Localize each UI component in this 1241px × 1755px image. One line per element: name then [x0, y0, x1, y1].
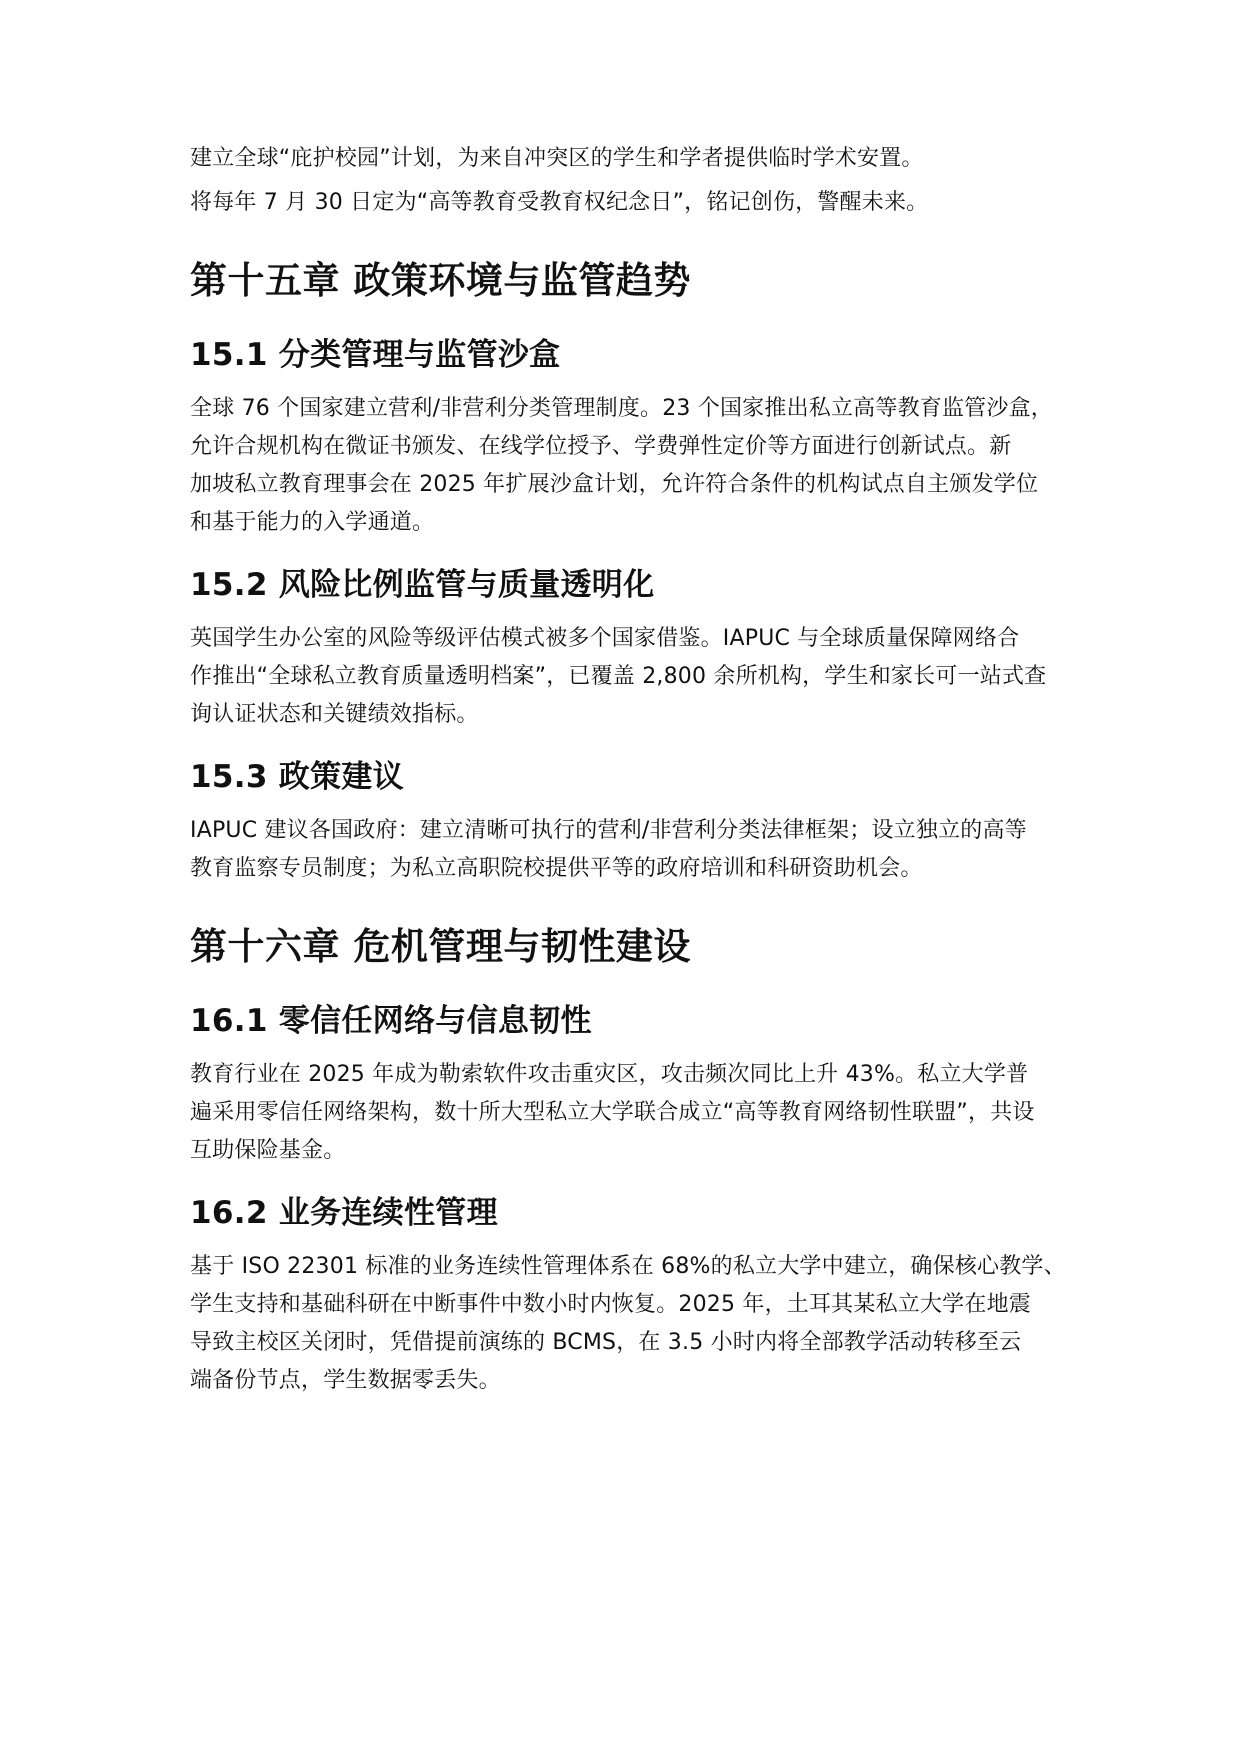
section-16-2-title: 16.2 业务连续性管理 — [190, 1195, 498, 1231]
document-page — [190, 140, 1070, 1400]
section-15-3-body — [190, 812, 1070, 888]
body-line: 端备份节点，学生数据零丢失。 — [190, 1368, 501, 1393]
body-line: 基于 ISO 22301 标准的业务连续性管理体系在 68%的私立大学中建立，确保核心教学、 — [190, 1254, 1066, 1279]
body-line: 加坡私立教育理事会在 2025 年扩展沙盒计划，允许符合条件的机构试点自主颁发学位 — [190, 472, 1039, 497]
section-15-2-title: 15.2 风险比例监管与质量透明化 — [190, 567, 655, 603]
body-line: 遍采用零信任网络架构，数十所大型私立大学联合成立“高等教育网络韧性联盟”，共设 — [190, 1100, 1035, 1125]
section-15-1-body — [190, 390, 1070, 542]
intro-paragraph-1: 建立全球“庇护校园”计划，为来自冲突区的学生和学者提供临时学术安置。 — [190, 146, 924, 171]
body-line: 和基于能力的入学通道。 — [190, 510, 435, 535]
section-16-1-title: 16.1 零信任网络与信息韧性 — [190, 1003, 592, 1039]
body-line: IAPUC 建议各国政府：建立清晰可执行的营利/非营利分类法律框架；设立独立的高等 — [190, 818, 1027, 843]
intro-paragraph-2: 将每年 7 月 30 日定为“高等教育受教育权纪念日”，铭记创伤，警醒未来。 — [190, 190, 929, 215]
body-line: 教育行业在 2025 年成为勒索软件攻击重灾区，攻击频次同比上升 43%。私立大学普 — [190, 1062, 1029, 1087]
body-line: 导致主校区关闭时，凭借提前演练的 BCMS，在 3.5 小时内将全部教学活动转移至云 — [190, 1330, 1022, 1355]
body-line: 学生支持和基础科研在中断事件中数小时内恢复。2025 年，土耳其某私立大学在地震 — [190, 1292, 1031, 1317]
body-line: 全球 76 个国家建立营利/非营利分类管理制度。23 个国家推出私立高等教育监管沙盒， — [190, 396, 1053, 421]
body-line: 询认证状态和关键绩效指标。 — [190, 702, 479, 727]
body-line: 作推出“全球私立教育质量透明档案”，已覆盖 2,800 余所机构，学生和家长可一站式查 — [190, 664, 1047, 689]
section-15-3-title: 15.3 政策建议 — [190, 759, 404, 795]
section-15-1-title: 15.1 分类管理与监管沙盒 — [190, 337, 561, 373]
body-line: 互助保险基金。 — [190, 1138, 346, 1163]
body-line: 教育监察专员制度；为私立高职院校提供平等的政府培训和科研资助机会。 — [190, 856, 923, 881]
section-16-2-body — [190, 1248, 1070, 1400]
body-line: 允许合规机构在微证书颁发、在线学位授予、学费弹性定价等方面进行创新试点。新 — [190, 434, 1012, 459]
chapter-16-title: 第十六章 危机管理与韧性建设 — [190, 925, 691, 968]
section-15-2-body — [190, 620, 1070, 734]
section-16-1-body — [190, 1056, 1070, 1170]
chapter-15-title: 第十五章 政策环境与监管趋势 — [190, 259, 691, 302]
body-line: 英国学生办公室的风险等级评估模式被多个国家借鉴。IAPUC 与全球质量保障网络合 — [190, 626, 1020, 651]
